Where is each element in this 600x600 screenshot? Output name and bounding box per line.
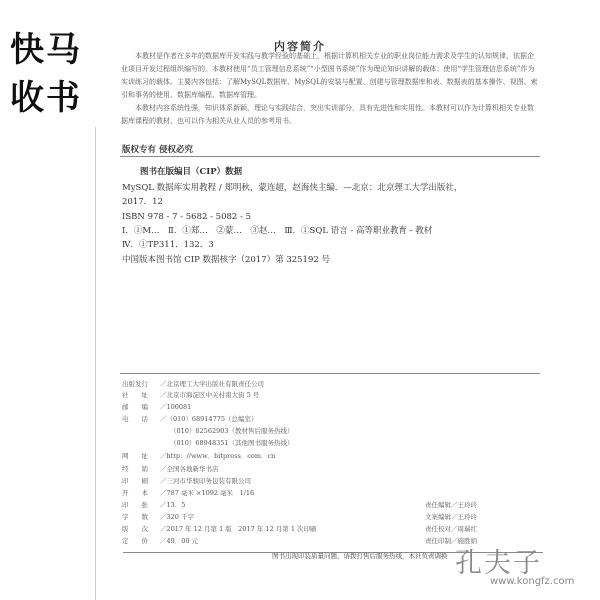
logo-line-1: 快马 xyxy=(10,30,82,70)
publication-row: 经 销 ／全国各地新华书店 xyxy=(122,465,219,473)
publication-row: 字 数 ／320 千字 xyxy=(122,513,194,521)
intro-paragraph-2: 本教材内容系统性强，知识体系新颖，理论与实践结合，突出实训部分，具有先进性和实用性。本教材可以作为计算机相关专业数据库课程的教材，也可以作为相关从业人员的参考用书。 xyxy=(121,104,534,125)
publication-row: 开 本 ／787 毫米 ×1092 毫米 1/16 xyxy=(122,489,255,497)
publication-row: 邮 编 ／100081 xyxy=(122,403,192,411)
divider-top xyxy=(120,156,540,157)
watermark-text: 孔夫子 xyxy=(455,548,542,579)
publication-row: （010）82562903（教材售后服务热线） xyxy=(170,427,294,435)
cip-line: 2017．12 xyxy=(122,197,163,207)
cip-title: 图书在版编目（CIP）数据 xyxy=(140,167,243,177)
responsibility-proofreader: 责任校对／周瑞红 xyxy=(425,525,477,533)
cip-line: 中国版本图书馆 CIP 数据核字（2017）第 325192 号 xyxy=(122,255,330,265)
publication-row: 印 刷 ／三河市华骏印务包装有限公司 xyxy=(122,477,251,485)
responsibility-copy-editor: 文案编辑／王玲玲 xyxy=(425,513,477,521)
cip-line: Ⅳ．①TP311．132．3 xyxy=(122,240,214,250)
copyright-notice: 版权专有 侵权必究 xyxy=(122,145,193,155)
logo-line-2: 收书 xyxy=(10,78,82,118)
responsibility-printing: 责任印制／施胜娟 xyxy=(425,537,477,545)
publication-row: 社 址 ／北京市海淀区中关村南大街 5 号 xyxy=(122,391,260,399)
logo xyxy=(0,0,97,127)
cip-line: Ⅰ．①M… Ⅱ．①郑… ②蒙… ③赵… Ⅲ．①SQL 语言 - 高等职业教育 - 教材 xyxy=(122,226,433,236)
watermark-url: www.kongfz.com xyxy=(490,576,575,587)
intro-paragraph-1: 本教材是作者在多年的数据库开发实践与教学经验的基础上，根据计算机相关专业的职业岗位能力需求及学生的认知规律，依据企业项目开发过程组织编写的。本教材使用“员工管理信息系统”“小型图书系统”作为理论知识讲解的载体；使用“学生管理信息系统”作为实训练习的载体。主要内容包括：了解MySQL数据库、MySQL的安装与配置、创建与管理数据库和表、数据表的基本操作、视图、索引和事务的使用、数据库编程、数据库管理。 xyxy=(121,52,538,99)
publication-row: 定 价 ／49．00 元 xyxy=(122,537,199,545)
publication-row: 印 张 ／13．5 xyxy=(122,501,186,509)
cip-line: ISBN 978 - 7 - 5682 - 5082 - 5 xyxy=(122,212,251,222)
responsibility-editor: 责任编辑／王玲玲 xyxy=(425,501,477,509)
publication-row: 出版发行 ／北京理工大学出版社有限责任公司 xyxy=(122,380,264,388)
publication-row: 网 址 ／http：//www．bitpress．com．cn xyxy=(122,452,276,460)
publication-row: （010）68948351（其他图书服务热线） xyxy=(170,439,294,447)
footer-note: 图书出现印装质量问题，请拨打售后服务热线，本社负责调换 xyxy=(272,552,448,560)
divider-middle xyxy=(120,373,540,374)
publication-row: 电 话 ／（010）68914775（总编室） xyxy=(122,415,258,423)
intro-title: 内容简介 xyxy=(274,40,326,53)
publication-row: 版 次 ／2017 年 12 月第 1 版 2017 年 12 月第 1 次印刷 xyxy=(122,525,317,533)
cip-line: MySQL 数据库实用教程 / 郑明秋，蒙连超，赵海侠主编．—北京：北京理工大学出版社， xyxy=(122,183,463,193)
